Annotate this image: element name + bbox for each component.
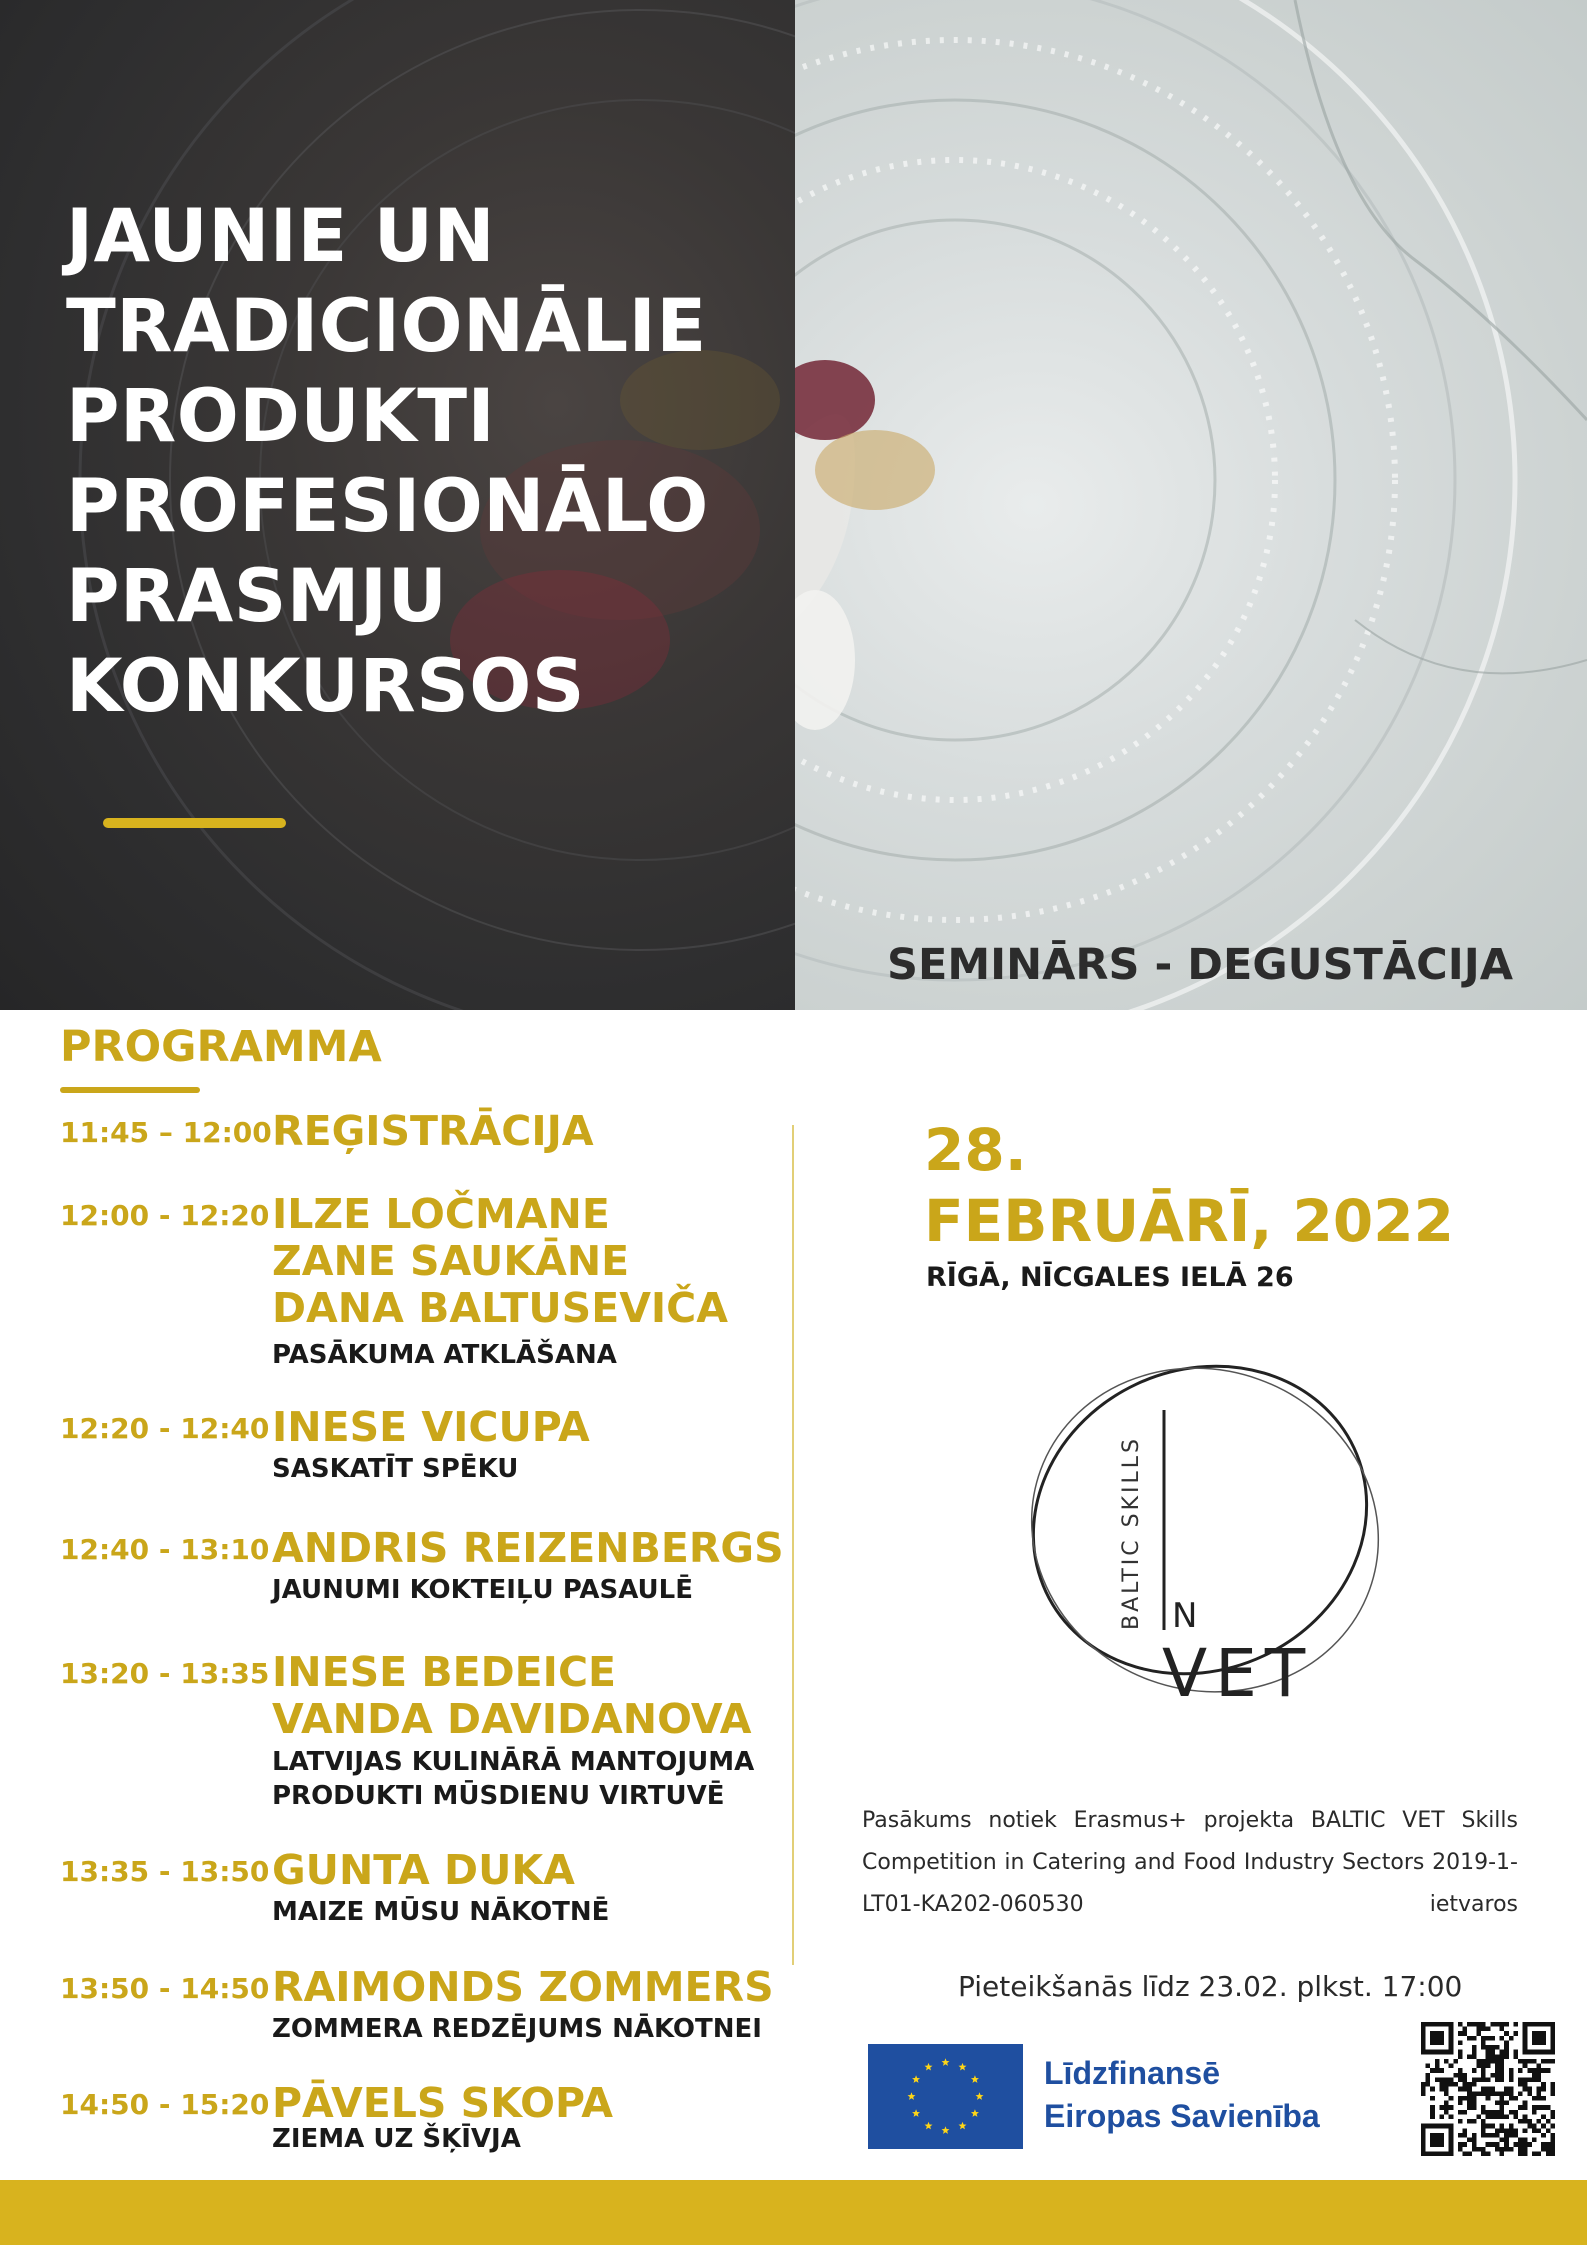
registration-deadline: Pieteikšanās līdz 23.02. plkst. 17:00: [958, 1970, 1463, 2003]
program-item-name: ZANE SAUKĀNE: [272, 1237, 630, 1285]
program-item-name: RAIMONDS ZOMMERS: [272, 1963, 774, 2011]
hero-title-line: KONKURSOS: [66, 644, 585, 729]
program-item-desc-line: PASĀKUMA ATKLĀŠANA: [272, 1340, 617, 1370]
program-item-desc-line: PRODUKTI MŪSDIENU VIRTUVĒ: [272, 1781, 725, 1811]
hero-title: [66, 192, 786, 732]
program-item-desc: [272, 2122, 521, 2156]
hero-title-underline: [103, 818, 286, 828]
program-item-time: 12:20 - 12:40: [60, 1412, 270, 1445]
program-item-desc: [272, 1745, 754, 1813]
eu-cofunding-label: [1044, 2052, 1320, 2138]
eu-cofunding-line2: Eiropas Savienība: [1044, 2098, 1320, 2134]
hero-title-line: TRADICIONĀLIE: [66, 284, 707, 369]
event-date-month-year: FEBRUĀRĪ, 2022: [924, 1187, 1454, 1255]
program-item-desc-line: LATVIJAS KULINĀRĀ MANTOJUMA: [272, 1747, 755, 1777]
program-item-time: 14:50 - 15:20: [60, 2088, 270, 2121]
program-item-desc-line: ZIEMA UZ ŠĶĪVJA: [272, 2124, 521, 2154]
hero-title-line: PRASMJU: [66, 554, 448, 639]
program-item-desc-line: ZOMMERA REDZĒJUMS NĀKOTNEI: [272, 2014, 762, 2044]
program-item-desc-line: JAUNUMI KOKTEIĻU PASAULĒ: [272, 1575, 693, 1605]
hero-plate-photo: [795, 0, 1587, 1010]
program-item-desc-line: MAIZE MŪSU NĀKOTNĒ: [272, 1897, 610, 1927]
hero-title-line: JAUNIE UN: [66, 194, 496, 279]
event-type-label: SEMINĀRS - DEGUSTĀCIJA: [887, 940, 1513, 990]
program-item-name: ILZE LOČMANE: [272, 1190, 610, 1238]
project-info-text: Pasākums notiek Erasmus+ projekta BALTIC VET Skills Competition in Catering and Food Industry Sectors 2019-1-LT01-KA202-060530 ietvaros: [862, 1808, 1518, 1917]
program-item-desc: [272, 1573, 693, 1607]
program-item-desc: [272, 1452, 518, 1486]
hero-banner: [0, 0, 1587, 1010]
program-item-name: DANA BALTUSEVIČA: [272, 1284, 729, 1332]
logo-vet-text: VET: [1162, 1635, 1314, 1712]
registration-qr-code[interactable]: [1418, 2022, 1558, 2156]
program-item-time: 13:20 - 13:35: [60, 1657, 270, 1690]
program-item-names: [272, 2080, 613, 2127]
program-item-name: ANDRIS REIZENBERGS: [272, 1524, 784, 1572]
program-item-desc: [272, 1895, 609, 1929]
hero-plate-image-right: [795, 0, 1587, 1010]
program-item-name: REĢISTRĀCIJA: [272, 1107, 594, 1155]
hero-title-line: PRODUKTI: [66, 374, 496, 459]
program-item-time: 11:45 – 12:00: [60, 1116, 272, 1149]
program-item-desc: [272, 2012, 762, 2046]
footer-bar: [0, 2180, 1587, 2245]
program-item-names: [272, 1964, 774, 2011]
program-heading-underline: [60, 1087, 200, 1093]
program-item-name: GUNTA DUKA: [272, 1846, 575, 1894]
program-item-time: 12:00 - 12:20: [60, 1199, 270, 1232]
program-item-time: 13:35 - 13:50: [60, 1855, 270, 1888]
logo-n-letter: N: [1172, 1596, 1198, 1636]
program-item-names: [272, 1108, 594, 1155]
program-item-names: [272, 1191, 728, 1332]
program-heading: PROGRAMMA: [60, 1022, 382, 1072]
program-item-name: INESE BEDEICE: [272, 1648, 617, 1696]
program-item-time: 13:50 - 14:50: [60, 1972, 270, 2005]
program-item-time: 12:40 - 13:10: [60, 1533, 270, 1566]
program-item-name: INESE VICUPA: [272, 1403, 590, 1451]
baltic-skills-in-vet-logo: [1000, 1330, 1400, 1730]
program-item-desc: [272, 1338, 617, 1372]
logo-vertical-text: BALTIC SKILLS: [1119, 1435, 1144, 1630]
program-item-names: [272, 1525, 784, 1572]
program-item-names: [272, 1404, 590, 1451]
program-item-name: VANDA DAVIDANOVA: [272, 1695, 752, 1743]
program-item-desc-line: SASKATĪT SPĒKU: [272, 1454, 519, 1484]
program-item-names: [272, 1649, 752, 1743]
event-date-day: 28.: [924, 1116, 1027, 1184]
program-item-names: [272, 1847, 575, 1894]
hero-title-line: PROFESIONĀLO: [66, 464, 709, 549]
event-location: RĪGĀ, NĪCGALES IELĀ 26: [926, 1262, 1294, 1293]
program-item-name: PĀVELS SKOPA: [272, 2079, 613, 2127]
eu-flag-icon: [868, 2044, 1023, 2149]
column-divider: [792, 1125, 794, 1965]
eu-cofunding-line1: Līdzfinansē: [1044, 2055, 1221, 2091]
event-date: [924, 1115, 1454, 1257]
